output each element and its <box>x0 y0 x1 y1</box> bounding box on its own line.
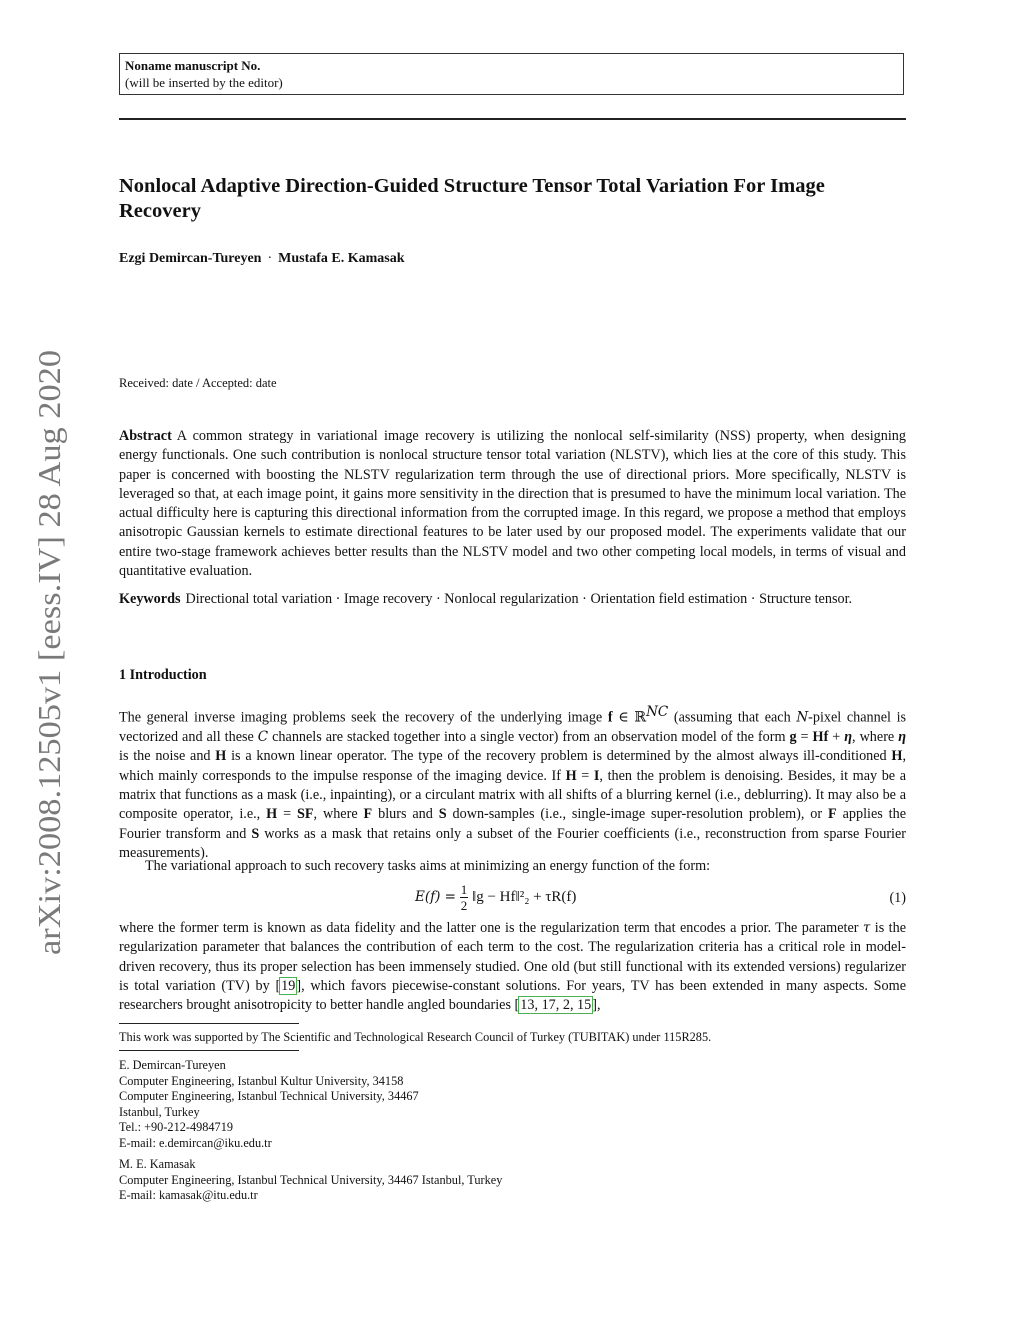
fraction-denominator: 2 <box>460 898 468 913</box>
text-run: -pixel channel is vectorized and all these <box>119 709 907 746</box>
affiliation-first-author <box>119 1058 419 1151</box>
text-run: , which mainly corresponds to the impulse response of the imaging device. If <box>119 748 907 784</box>
header-rule <box>119 118 906 120</box>
keywords <box>119 590 906 609</box>
text-run: The general inverse imaging problems seek the recovery of the underlying image <box>119 709 603 726</box>
keywords-text: Directional total variation · Image recovery · Nonlocal regularization · Orientation field estimation · Structure tensor. <box>185 591 853 607</box>
citation-link[interactable]: 19 <box>281 977 296 994</box>
equation-lhs: E(f) = <box>415 888 456 905</box>
keywords-label: Keywords <box>119 591 181 607</box>
affiliation-second-author <box>119 1157 502 1204</box>
affiliation-line: E. Demircan-Tureyen <box>119 1058 226 1072</box>
text-run: applies the Fourier transform and <box>119 806 906 842</box>
affiliation-line: Computer Engineering, Istanbul Technical University, 34467 Istanbul, Turkey <box>119 1172 503 1187</box>
arxiv-margin-stamp <box>26 345 72 960</box>
affiliation-line: M. E. Kamasak <box>119 1157 196 1171</box>
affiliation-email: E-mail: e.demircan@iku.edu.tr <box>119 1135 272 1150</box>
funding-footnote: This work was supported by The Scientific and Technological Research Council of Turkey (TUBITAK) under 115R285. <box>119 1030 712 1044</box>
equation-1 <box>119 880 906 920</box>
text-run: , <box>596 997 601 1014</box>
text-run: is the noise and <box>119 748 211 765</box>
footnote-rule <box>119 1023 299 1024</box>
intro-paragraph-1: The general inverse imaging problems seek the recovery of the underlying image f ∈ ℝ$^{NC}$ (assuming that each N-pixel channel is vectorized and all these C channels are stacked together into a single vector) from an observation model of the form g = Hf + η, where η is the noise and H is a known linear operator. The type of the recovery problem is determined by the almost always ill-conditioned H, which mainly corresponds to the impulse response of the imaging device. If H = I, then the problem is denoising. Besides, it may be a matrix that functions as a mask (i.e., inpainting), or a circulant matrix with all shifts of a blurring kernel (i.e., deblurring). It may also be a composite operator, i.e., H = SF, where F blurs and S down-samples (i.e., single-image super-resolution problem), or F applies the Fourier transform and S works as a mask that retains only a subset of the Fourier coefficients (i.e., reconstruction from sparse Fourier measurements). <box>119 704 907 861</box>
equation-number: (1) <box>889 890 906 906</box>
section-heading: 1 Introduction <box>119 667 207 683</box>
author-line <box>119 251 405 267</box>
text-run: (assuming that each <box>673 709 791 726</box>
author-first: Ezgi Demircan-Tureyen <box>119 251 262 266</box>
intro-paragraph-2: The variational approach to such recovery tasks aims at minimizing an energy function of the form: <box>145 858 711 874</box>
affiliation-line: Istanbul, Turkey <box>119 1104 200 1119</box>
abstract-label: Abstract <box>119 428 172 444</box>
received-date: Received: date / Accepted: date <box>119 376 277 390</box>
text-run: blurs and <box>378 806 433 823</box>
editor-note: (will be inserted by the editor) <box>125 75 283 90</box>
equation-rhs: ‖g − Hf‖²₂ + τR(f) <box>472 888 577 905</box>
affiliation-line: Computer Engineering, Istanbul Technical University, 34467 <box>119 1089 419 1103</box>
affiliation-line: Tel.: +90-212-4984719 <box>119 1120 233 1134</box>
text-run: , then the problem is denoising. Besides, it may be a matrix that functions as a mask (i.e., inpainting), or a circulant matrix with all shifts of a blurring kernel (i.e., deblurring). It may also be a composite operator, i.e., <box>119 767 907 823</box>
equation-body <box>415 882 576 913</box>
affiliation-rule <box>119 1050 299 1051</box>
author-separator: · <box>267 251 273 266</box>
equation-fraction <box>460 882 469 913</box>
abstract <box>119 427 906 581</box>
affiliation-email: E-mail: kamasak@itu.edu.tr <box>119 1188 258 1202</box>
text-run: , where <box>313 806 358 823</box>
text-run: channels are stacked together into a single vector) from an observation model of the form <box>272 729 786 746</box>
citation-link[interactable]: 13, 17, 2, 15 <box>520 997 592 1014</box>
text-run: down-samples (i.e., single-image super-resolution problem), or <box>452 806 823 823</box>
text-run: , which favors piecewise-constant solutions. For years, TV has been extended in many aspects. Some researchers brought anisotropicity to better handle angled boundaries <box>119 977 906 1014</box>
affiliation-line: Computer Engineering, Istanbul Kultur University, 34158 <box>119 1073 404 1088</box>
abstract-text: A common strategy in variational image recovery is utilizing the nonlocal self-similarity (NSS) property, when designing energy functionals. One such contribution is nonlocal structure tensor total variation (NLSTV), which lies at the core of this study. This paper is concerned with boosting the NLSTV regularization term through the use of directional priors. More specifically, NLSTV is leveraged so that, at each image point, it gains more sensitivity in the direction that is presumed to have the minimum local variation. The actual difficulty here is capturing this directional information from the corrupted image. In this regard, we propose a method that employs anisotropic Gaussian kernels to estimate directional features to be later used by our proposed model. The experiments validate that our entire two-stage framework achieves better results than the NLSTV model and two other competing local models, in terms of visual and quantitative evaluation. <box>119 428 906 580</box>
text-run: , where <box>852 729 895 746</box>
text-run: is a known linear operator. The type of the recovery problem is determined by the almost always ill-conditioned <box>231 748 887 765</box>
text-run: works as a mask that retains only a subset of the Fourier coefficients (i.e., reconstruction from sparse Fourier measurements). <box>119 825 907 861</box>
author-second: Mustafa E. Kamasak <box>278 251 405 266</box>
paper-title: Nonlocal Adaptive Direction-Guided Structure Tensor Total Variation For Image Recovery <box>119 175 825 222</box>
intro-paragraph-3: where the former term is known as data fidelity and the latter one is the regularization term that encodes a prior. The parameter τ is the regularization parameter that balances the contribution of each term to the cost. The regularization criteria has a critical role in model-driven recovery, thus its proper selection has been immensely studied. One old (but still functional with its extended versions) regularizer is total variation (TV) by [19], which favors piecewise-constant solutions. For years, TV has been extended in many aspects. Some researchers brought anisotropicity to better handle angled boundaries [13, 17, 2, 15], <box>119 920 907 1014</box>
fraction-numerator: 1 <box>460 882 468 897</box>
arxiv-stamp-text: arXiv:2008.12505v1 [eess.IV] 28 Aug 2020 <box>31 391 67 955</box>
text-run: is the regularization parameter that balances the contribution of each term to the cost. The regularization criteria has a critical role in model-driven recovery, thus its proper selection has been immensely studied. One old (but still functional with its extended versions) regularizer is total variation (TV) by <box>119 920 907 994</box>
editor-box <box>119 53 904 95</box>
manuscript-number: Noname manuscript No. <box>125 58 261 73</box>
text-run: where the former term is known as data fidelity and the latter one is the regularization term that encodes a prior. The parameter <box>119 920 859 936</box>
